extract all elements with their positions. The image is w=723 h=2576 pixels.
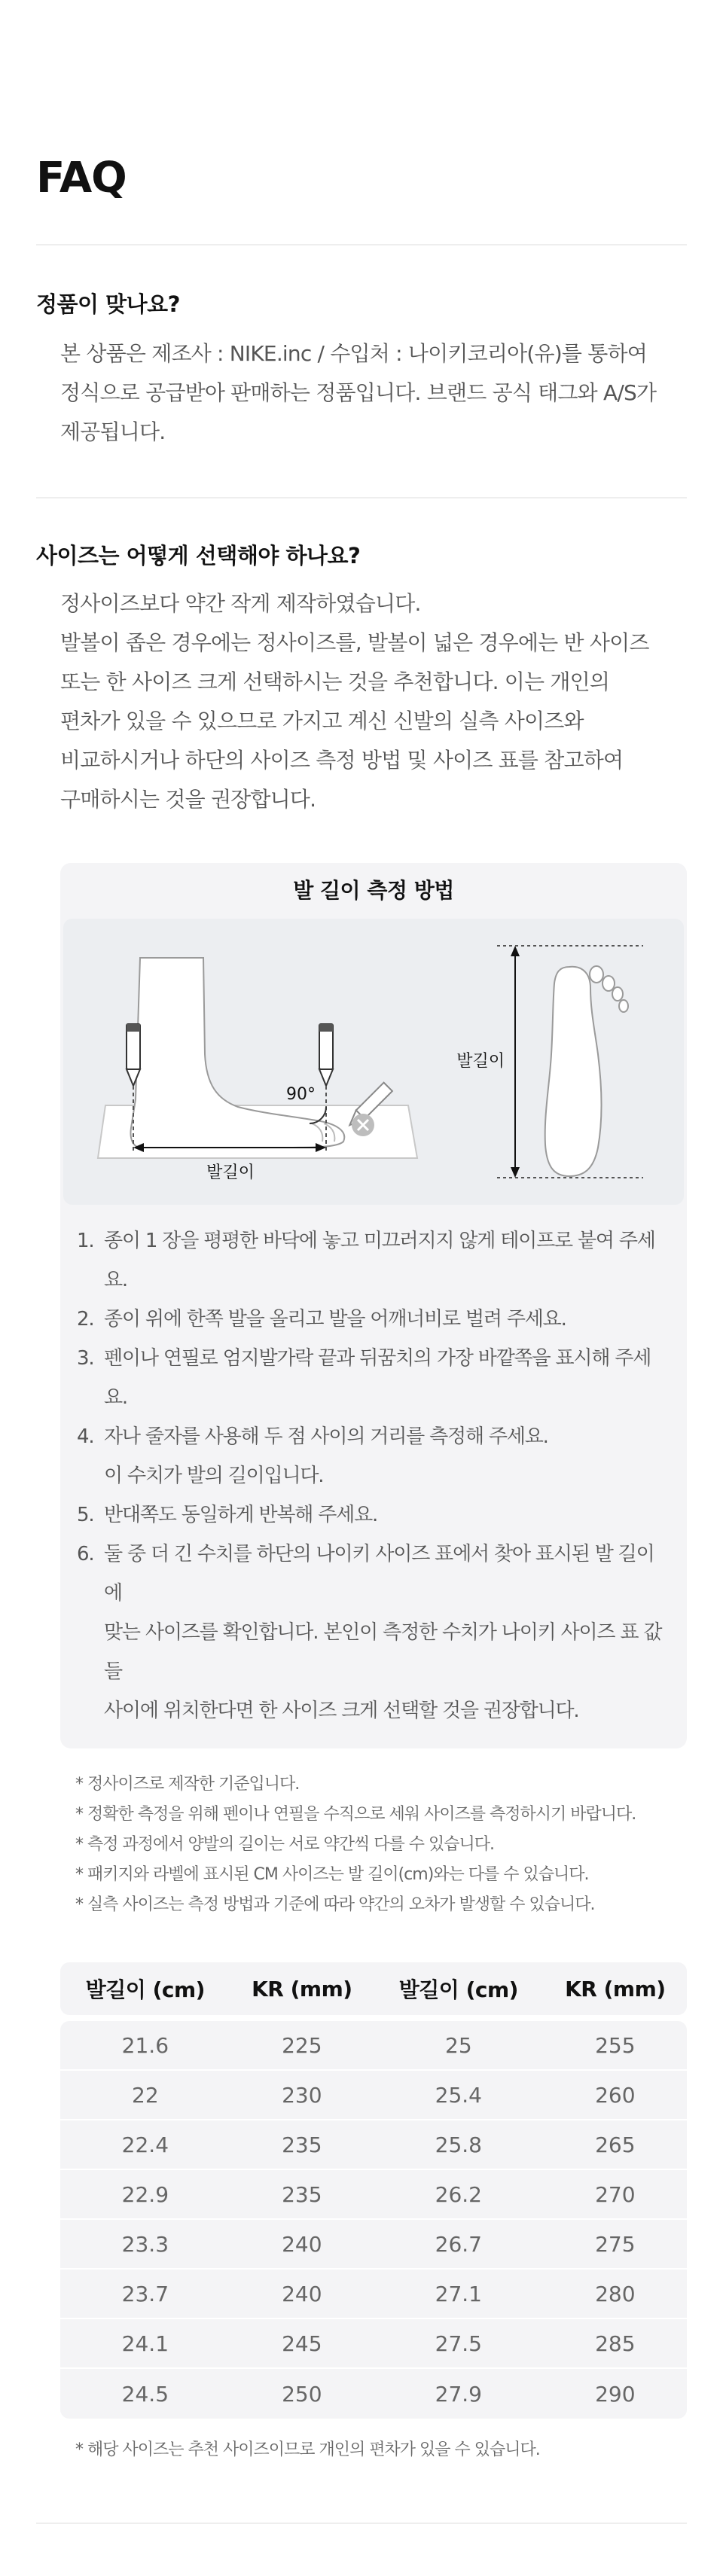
cell: 25.4 — [374, 2071, 544, 2120]
cell: 235 — [230, 2170, 374, 2220]
measure-steps — [60, 1221, 687, 1730]
step-number: 4. — [77, 1425, 94, 1448]
cell: 25 — [374, 2021, 544, 2071]
cell: 21.6 — [60, 2021, 230, 2071]
cell: 22.9 — [60, 2170, 230, 2220]
cell: 240 — [230, 2220, 374, 2270]
header-cell: KR (mm) — [544, 1962, 687, 2015]
table-row — [60, 2319, 687, 2369]
faq-question: 정품이 맞나요? — [36, 291, 181, 317]
cell: 290 — [544, 2369, 687, 2419]
step-text: 이 수치가 발의 길이입니다. — [104, 1465, 324, 1487]
length-label-side: 발길이 — [456, 1052, 505, 1071]
cell: 24.1 — [60, 2319, 230, 2369]
step-item — [77, 1417, 669, 1495]
step-number: 1. — [77, 1230, 94, 1252]
cell: 265 — [544, 2120, 687, 2170]
divider — [36, 497, 687, 498]
faq-answer — [36, 584, 687, 819]
cell: 245 — [230, 2319, 374, 2369]
step-text: 둘 중 더 긴 수치를 하단의 나이키 사이즈 표에서 찾아 표시된 발 길이에 — [104, 1543, 654, 1605]
cell: 230 — [230, 2071, 374, 2120]
cell: 25.8 — [374, 2120, 544, 2170]
faq-item-authentic — [36, 289, 687, 452]
measure-guide — [60, 863, 687, 1748]
cell: 225 — [230, 2021, 374, 2071]
cell: 23.7 — [60, 2270, 230, 2319]
cell: 240 — [230, 2270, 374, 2319]
step-number: 3. — [77, 1347, 94, 1370]
note-line: * 정사이즈로 제작한 기준입니다. — [75, 1775, 300, 1794]
answer-line: 발볼이 좁은 경우에는 정사이즈를, 발볼이 넓은 경우에는 반 사이즈 — [60, 630, 649, 655]
cell: 23.3 — [60, 2220, 230, 2270]
size-table — [60, 1962, 687, 2419]
table-row — [60, 2170, 687, 2220]
cell: 280 — [544, 2270, 687, 2319]
header-cell: 발길이 (cm) — [60, 1962, 230, 2015]
table-row — [60, 2369, 687, 2419]
answer-line: 제공됩니다. — [60, 419, 166, 444]
cell: 270 — [544, 2170, 687, 2220]
measure-notes — [75, 1770, 687, 1920]
cell: 27.9 — [374, 2369, 544, 2419]
note-line: * 측정 과정에서 양발의 길이는 서로 약간씩 다를 수 있습니다. — [75, 1835, 494, 1854]
step-number: 6. — [77, 1543, 94, 1565]
cell: 275 — [544, 2220, 687, 2270]
answer-line: 편차가 있을 수 있으므로 가지고 계신 신발의 실측 사이즈와 — [60, 709, 584, 733]
answer-line: 비교하시거나 하단의 사이즈 측정 방법 및 사이즈 표를 참고하여 — [60, 748, 624, 773]
faq-question: 사이즈는 어떻게 선택해야 하나요? — [36, 543, 361, 569]
step-item — [77, 1300, 669, 1339]
answer-line: 정사이즈보다 약간 작게 제작하였습니다. — [60, 591, 421, 616]
answer-line: 본 상품은 제조사 : NIKE.inc / 수입처 : 나이키코리아(유)를 통하여 — [60, 341, 647, 366]
header-cell: 발길이 (cm) — [374, 1962, 544, 2015]
cell: 22 — [60, 2071, 230, 2120]
cell: 260 — [544, 2071, 687, 2120]
answer-line: 정식으로 공급받아 판매하는 정품입니다. 브랜드 공식 태그와 A/S가 — [60, 380, 657, 405]
table-note: * 해당 사이즈는 추천 사이즈이므로 개인의 편차가 있을 수 있습니다. — [75, 2440, 540, 2459]
cell: 27.1 — [374, 2270, 544, 2319]
divider — [36, 244, 687, 245]
step-text: 종이 위에 한쪽 발을 올리고 발을 어깨너비로 벌려 주세요. — [104, 1308, 566, 1331]
cell: 235 — [230, 2120, 374, 2170]
measure-illustration — [63, 919, 684, 1205]
cell: 27.5 — [374, 2319, 544, 2369]
cell: 26.7 — [374, 2220, 544, 2270]
cell: 26.2 — [374, 2170, 544, 2220]
faq-answer — [36, 334, 687, 452]
angle-label: 90° — [286, 1085, 316, 1104]
step-text: 종이 1 장을 평평한 바닥에 놓고 미끄러지지 않게 테이프로 붙여 주세요. — [104, 1230, 655, 1291]
answer-line: 또는 한 사이즈 크게 선택하시는 것을 추천합니다. 이는 개인의 — [60, 669, 610, 694]
step-number: 5. — [77, 1504, 94, 1526]
cell: 22.4 — [60, 2120, 230, 2170]
step-text: 사이에 위치한다면 한 사이즈 크게 선택할 것을 권장합니다. — [104, 1700, 579, 1722]
foot-measure-diagram — [63, 919, 684, 1205]
table-row — [60, 2021, 687, 2071]
faq-page — [0, 152, 723, 2576]
sole-icon — [545, 967, 602, 1176]
note-line: * 정확한 측정을 위해 펜이나 연필을 수직으로 세워 사이즈를 측정하시기 바랍니다. — [75, 1805, 636, 1824]
faq-item-size — [36, 541, 687, 2465]
table-row — [60, 2120, 687, 2170]
step-item — [77, 1495, 669, 1535]
cell: 24.5 — [60, 2369, 230, 2419]
pencil-right-icon — [319, 1024, 333, 1086]
cell: 285 — [544, 2319, 687, 2369]
step-item — [77, 1221, 669, 1300]
table-row — [60, 2220, 687, 2270]
length-label-bottom: 발길이 — [206, 1163, 255, 1182]
measure-title: 발 길이 측정 방법 — [293, 878, 454, 903]
answer-line: 구매하시는 것을 권장합니다. — [60, 787, 316, 812]
step-text: 펜이나 연필로 엄지발가락 끝과 뒤꿈치의 가장 바깥쪽을 표시해 주세요. — [104, 1347, 651, 1409]
table-row — [60, 2270, 687, 2319]
step-text: 맞는 사이즈를 확인합니다. 본인이 측정한 수치가 나이키 사이즈 표 값들 — [104, 1621, 662, 1683]
note-line: * 패키지와 라벨에 표시된 CM 사이즈는 발 길이(cm)와는 다를 수 있습니다. — [75, 1865, 589, 1884]
step-text: 반대쪽도 동일하게 반복해 주세요. — [104, 1504, 378, 1526]
step-item — [77, 1339, 669, 1417]
divider — [36, 2523, 687, 2524]
step-text: 자나 줄자를 사용해 두 점 사이의 거리를 측정해 주세요. — [104, 1425, 548, 1448]
side-foot-icon — [131, 958, 345, 1148]
cell: 250 — [230, 2369, 374, 2419]
size-table-header — [60, 1962, 687, 2015]
cell: 255 — [544, 2021, 687, 2071]
header-cell: KR (mm) — [230, 1962, 374, 2015]
table-row — [60, 2071, 687, 2120]
note-line: * 실측 사이즈는 측정 방법과 기준에 따라 약간의 오차가 발생할 수 있습니다. — [75, 1895, 595, 1914]
step-number: 2. — [77, 1308, 94, 1331]
page-title: FAQ — [36, 154, 127, 203]
step-item — [77, 1535, 669, 1730]
